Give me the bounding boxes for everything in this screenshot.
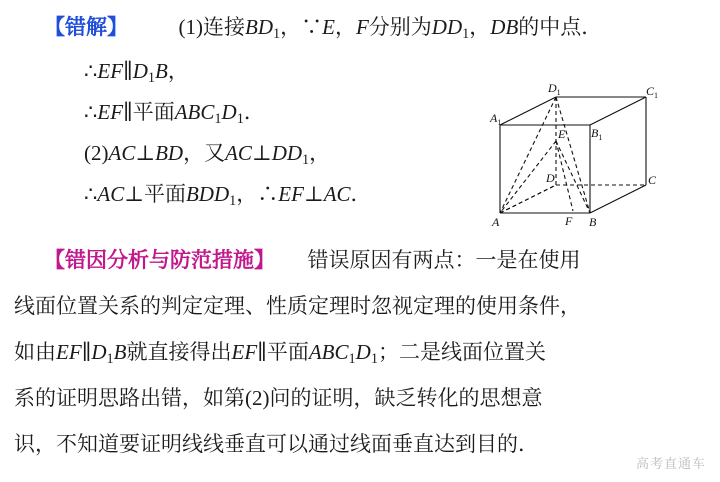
perp-symbol-1: ⊥ [135,141,156,165]
ef-segment-3: EF [278,182,304,206]
watermark: 高考直通车 [635,456,706,471]
ac-segment-3: AC [97,182,125,206]
parallel-symbol-4: ∥ [257,340,267,364]
ef-segment-2: EF [97,100,124,124]
d1-vertex-2-sub: 1 [302,151,310,168]
ef-segment-5: EF [231,340,258,364]
period-2: ． [350,182,372,206]
line-eb [556,141,590,213]
edge-b1c1 [590,97,646,125]
plane-d-2-sub: 1 [370,350,378,367]
step-1-number: (1) [178,15,203,39]
ef-segment-4: EF [56,340,82,364]
cube-diagram [470,80,670,230]
step-1-text-a: 连接 [203,15,245,39]
step-1-f: F [355,15,369,39]
b-vertex-1: B [155,59,168,83]
step-1-comma-1: ， [280,15,302,39]
label-a: A [492,215,500,229]
label-e: E [558,127,566,141]
plane-bdd-sub: 1 [229,192,237,209]
perp-symbol-4: ⊥ [303,182,324,206]
step-1-conclusion-2 [84,99,265,132]
comma-4: ， [236,182,258,206]
analysis-text-3b: 就直接得出 [126,340,232,364]
analysis-line-4 [14,385,542,411]
wrong-solution-label: 【错解】 [44,16,128,39]
ac-segment-4: AC [323,182,351,206]
plane-abc-sub: 1 [214,110,222,127]
parallel-symbol-1: ∥ [123,59,133,83]
therefore-symbol-4: ∴ [257,182,279,206]
cube-figure [470,80,670,230]
error-analysis-label: 【错因分析与防范措施】 [44,249,275,272]
d1-vertex-2: D [286,141,303,165]
analysis-text-5: 识，不知道要证明线线垂直可以通过线面垂直达到目的． [14,432,539,456]
plane-word-3: 平面 [266,340,309,364]
d-vertex-3: D [91,340,107,364]
label-f: F [565,214,573,228]
therefore-symbol-2: ∴ [84,100,98,124]
analysis-line-3 [14,339,546,372]
d-vertex-3-sub: 1 [106,350,114,367]
label-c1: $C_1$ [646,84,659,100]
comma-1: ， [167,59,189,83]
step-1-bd: BD [245,15,273,39]
b-vertex-3: B [113,340,127,364]
plane-d-sub: 1 [236,110,244,127]
label-a1: $A_1$ [490,111,502,127]
step-1-conclusion-1 [84,58,189,91]
d-vertex-1-sub: 1 [147,69,156,86]
analysis-text-3a: 如由 [14,340,56,364]
edge-a1d1 [500,97,556,125]
step-1-dd: DD [431,15,463,39]
step-1-bd-sub: 1 [273,25,281,42]
ef-segment-1: EF [97,59,124,83]
step-1-db: DB [490,15,519,39]
period-1: ． [243,100,265,124]
label-d: D [546,171,555,185]
edge-bc [590,185,646,213]
error-analysis-line [44,247,581,274]
step-1-because: ∵ [301,15,323,39]
parallel-symbol-3: ∥ [81,340,92,364]
plane-word-2: 平面 [143,182,186,206]
d-vertex-1: D [132,59,148,83]
step-1-comma-3: ， [469,15,491,39]
analysis-text-3c: ；二是线面位置关 [377,340,546,364]
perp-symbol-3: ⊥ [124,182,144,206]
plane-abc-2: ABC [308,340,349,364]
therefore-symbol-3: ∴ [84,182,98,206]
plane-d-2: D [355,340,371,364]
therefore-symbol-1: ∴ [84,59,98,83]
step-1-text-b: 分别为 [368,15,432,39]
line-ef [556,141,573,211]
label-b: B [589,215,597,229]
label-d1: $D_1$ [548,81,561,97]
label-b1: $B_1$ [591,126,603,142]
comma-2: ， [183,141,205,165]
step-1-text-c: 的中点． [518,15,603,39]
step-1-comma-2: ， [334,15,356,39]
line-d1a [500,97,556,213]
step-1-dd-sub: 1 [462,25,470,42]
parallel-symbol-2: ∥ [123,100,133,124]
also-word: 又 [204,141,226,165]
ac-segment-1: AC [108,141,136,165]
step-2-number: (2) [84,141,109,165]
error-analysis-head-text: 错误原因有两点：一是在使用 [307,248,581,272]
bd-segment-1: BD [155,141,184,165]
line-af [500,185,556,213]
step-1-e: E [322,15,335,39]
label-c: C [648,173,657,187]
analysis-line-2 [14,293,581,319]
analysis-text-2: 线面位置关系的判定定理、性质定理时忽视定理的使用条件， [14,294,581,318]
comma-3: ， [309,141,331,165]
plane-d: D [221,100,237,124]
plane-word-1: 平面 [132,100,175,124]
step-2-line [84,140,330,173]
line-d1b [556,97,590,213]
step-2-conclusion [84,181,372,214]
analysis-line-5 [14,431,539,457]
wrong-solution-line [44,14,602,47]
plane-abc: ABC [174,100,215,124]
perp-symbol-2: ⊥ [251,141,272,165]
analysis-text-4: 系的证明思路出错，如第(2)问的证明，缺乏转化的思想意 [14,386,543,410]
d-vertex-2: D [271,141,287,165]
ac-segment-2: AC [225,141,252,165]
plane-abc-2-sub: 1 [348,350,356,367]
plane-bdd: BDD [185,182,230,206]
